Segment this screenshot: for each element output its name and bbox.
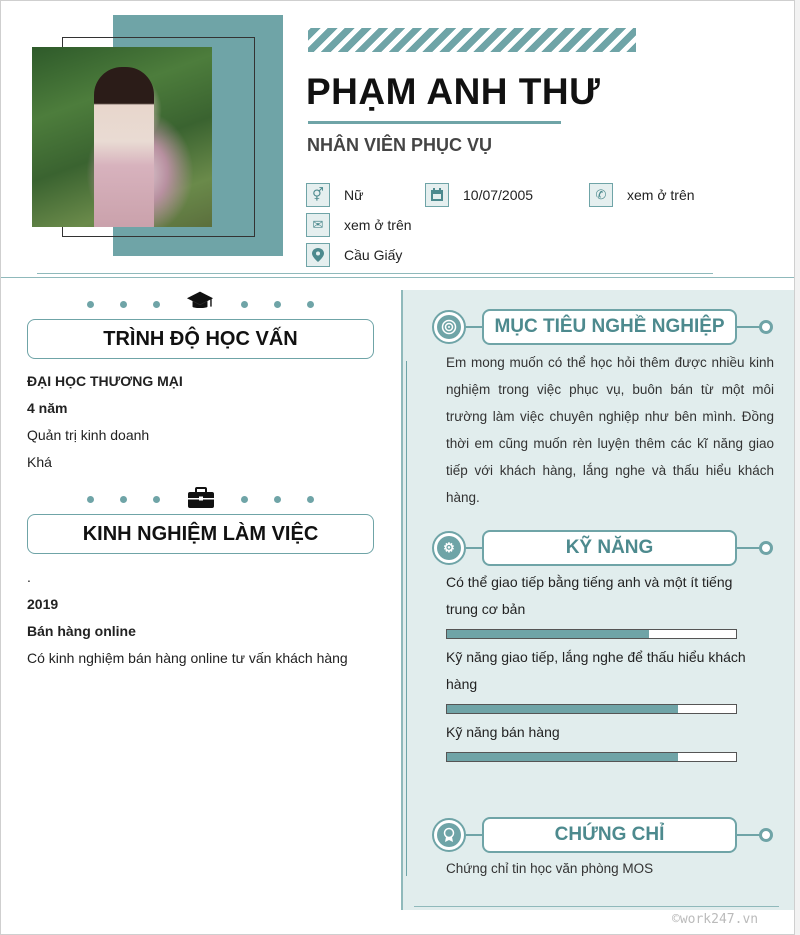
gender-icon: ⚥ xyxy=(306,183,330,207)
profile-photo xyxy=(32,47,212,227)
certificates-heading: CHỨNG CHỈ xyxy=(482,817,737,853)
dot xyxy=(274,496,281,503)
dot xyxy=(307,301,314,308)
graduation-cap-icon xyxy=(186,290,214,312)
info-address xyxy=(306,243,402,267)
skill-bar xyxy=(446,752,737,762)
email-value: xem ở trên xyxy=(344,217,412,233)
watermark: ©work247.vn xyxy=(672,912,759,927)
candidate-name: PHẠM ANH THƯ xyxy=(306,71,601,112)
info-gender xyxy=(306,183,363,207)
experience-heading: KINH NGHIỆM LÀM VIỆC xyxy=(27,514,374,554)
dot xyxy=(241,301,248,308)
dot xyxy=(120,496,127,503)
skill-bar xyxy=(446,704,737,714)
phone-icon: ✆ xyxy=(589,183,613,207)
education-duration: 4 năm xyxy=(27,400,68,416)
mail-icon: ✉ xyxy=(306,213,330,237)
objective-tail-end xyxy=(759,320,773,334)
dot xyxy=(153,496,160,503)
right-panel-inner-line xyxy=(406,361,407,876)
certificate-text: Chứng chỉ tin học văn phòng MOS xyxy=(446,861,654,876)
education-grade: Khá xyxy=(27,454,52,470)
education-dots-left xyxy=(87,301,160,308)
experience-dots-left xyxy=(87,496,160,503)
address-value: Cầu Giấy xyxy=(344,247,403,263)
name-underline xyxy=(308,121,561,124)
skill-bar xyxy=(446,629,737,639)
skill-bar-fill xyxy=(447,705,678,713)
certificates-tail xyxy=(737,834,761,836)
info-phone xyxy=(589,183,695,207)
experience-company: . xyxy=(27,569,31,585)
gear-icon: ⚙ xyxy=(437,536,461,560)
education-heading: TRÌNH ĐỘ HỌC VẤN xyxy=(27,319,374,359)
experience-dots-right xyxy=(241,496,314,503)
skill-bar-fill xyxy=(447,753,678,761)
header-divider xyxy=(1,277,795,278)
experience-description: Có kinh nghiệm bán hàng online tư vấn khách hàng xyxy=(27,650,348,666)
medal-icon xyxy=(437,823,461,847)
skill-label: Có thể giao tiếp bằng tiếng anh và một ít tiếng trung cơ bản xyxy=(446,574,733,617)
objective-connector xyxy=(466,326,482,328)
header-divider-inner xyxy=(37,273,713,274)
target-icon xyxy=(437,315,461,339)
map-pin-icon xyxy=(306,243,330,267)
birthday-value: 10/07/2005 xyxy=(463,187,534,203)
job-title: NHÂN VIÊN PHỤC VỤ xyxy=(307,135,493,155)
certificates-tail-end xyxy=(759,828,773,842)
skills-icon-circle xyxy=(432,531,466,565)
objective-text: Em mong muốn có thể học hỏi thêm được nhiều kinh nghiệm trong việc phục vụ, buôn bán từ một môi trường làm việc chuyên nghiệp như bên mình. Đồng thời em cũng muốn rèn luyện thêm các kĩ năng giao tiếp với khách hàng, lắng nghe và thấu hiểu khách hàng. xyxy=(446,355,774,505)
skills-tail-end xyxy=(759,541,773,555)
decorative-stripes xyxy=(308,28,636,52)
phone-value: xem ở trên xyxy=(627,187,695,203)
objective-heading: MỤC TIÊU NGHỀ NGHIỆP xyxy=(482,309,737,345)
briefcase-icon xyxy=(187,487,215,509)
bottom-divider xyxy=(414,906,779,907)
info-email xyxy=(306,213,412,237)
dot xyxy=(87,496,94,503)
calendar-icon xyxy=(425,183,449,207)
skill-label: Kỹ năng bán hàng xyxy=(446,724,560,740)
photo-person xyxy=(94,67,154,227)
experience-year: 2019 xyxy=(27,596,59,612)
certificates-icon-circle xyxy=(432,818,466,852)
skills-heading: KỸ NĂNG xyxy=(482,530,737,566)
education-dots-right xyxy=(241,301,314,308)
dot xyxy=(274,301,281,308)
dot xyxy=(87,301,94,308)
skill-bar-fill xyxy=(447,630,649,638)
skills-tail xyxy=(737,547,761,549)
gender-value: Nữ xyxy=(344,187,364,203)
objective-tail xyxy=(737,326,761,328)
experience-position: Bán hàng online xyxy=(27,623,136,639)
dot xyxy=(120,301,127,308)
right-panel-border xyxy=(401,290,403,910)
certificates-connector xyxy=(466,834,482,836)
dot xyxy=(307,496,314,503)
dot xyxy=(241,496,248,503)
info-birthday xyxy=(425,183,533,207)
objective-icon-circle xyxy=(432,310,466,344)
education-school: ĐẠI HỌC THƯƠNG MẠI xyxy=(27,373,183,389)
education-major: Quản trị kinh doanh xyxy=(27,427,150,443)
skill-label: Kỹ năng giao tiếp, lắng nghe để thấu hiểu khách hàng xyxy=(446,649,746,692)
dot xyxy=(153,301,160,308)
skills-connector xyxy=(466,547,482,549)
